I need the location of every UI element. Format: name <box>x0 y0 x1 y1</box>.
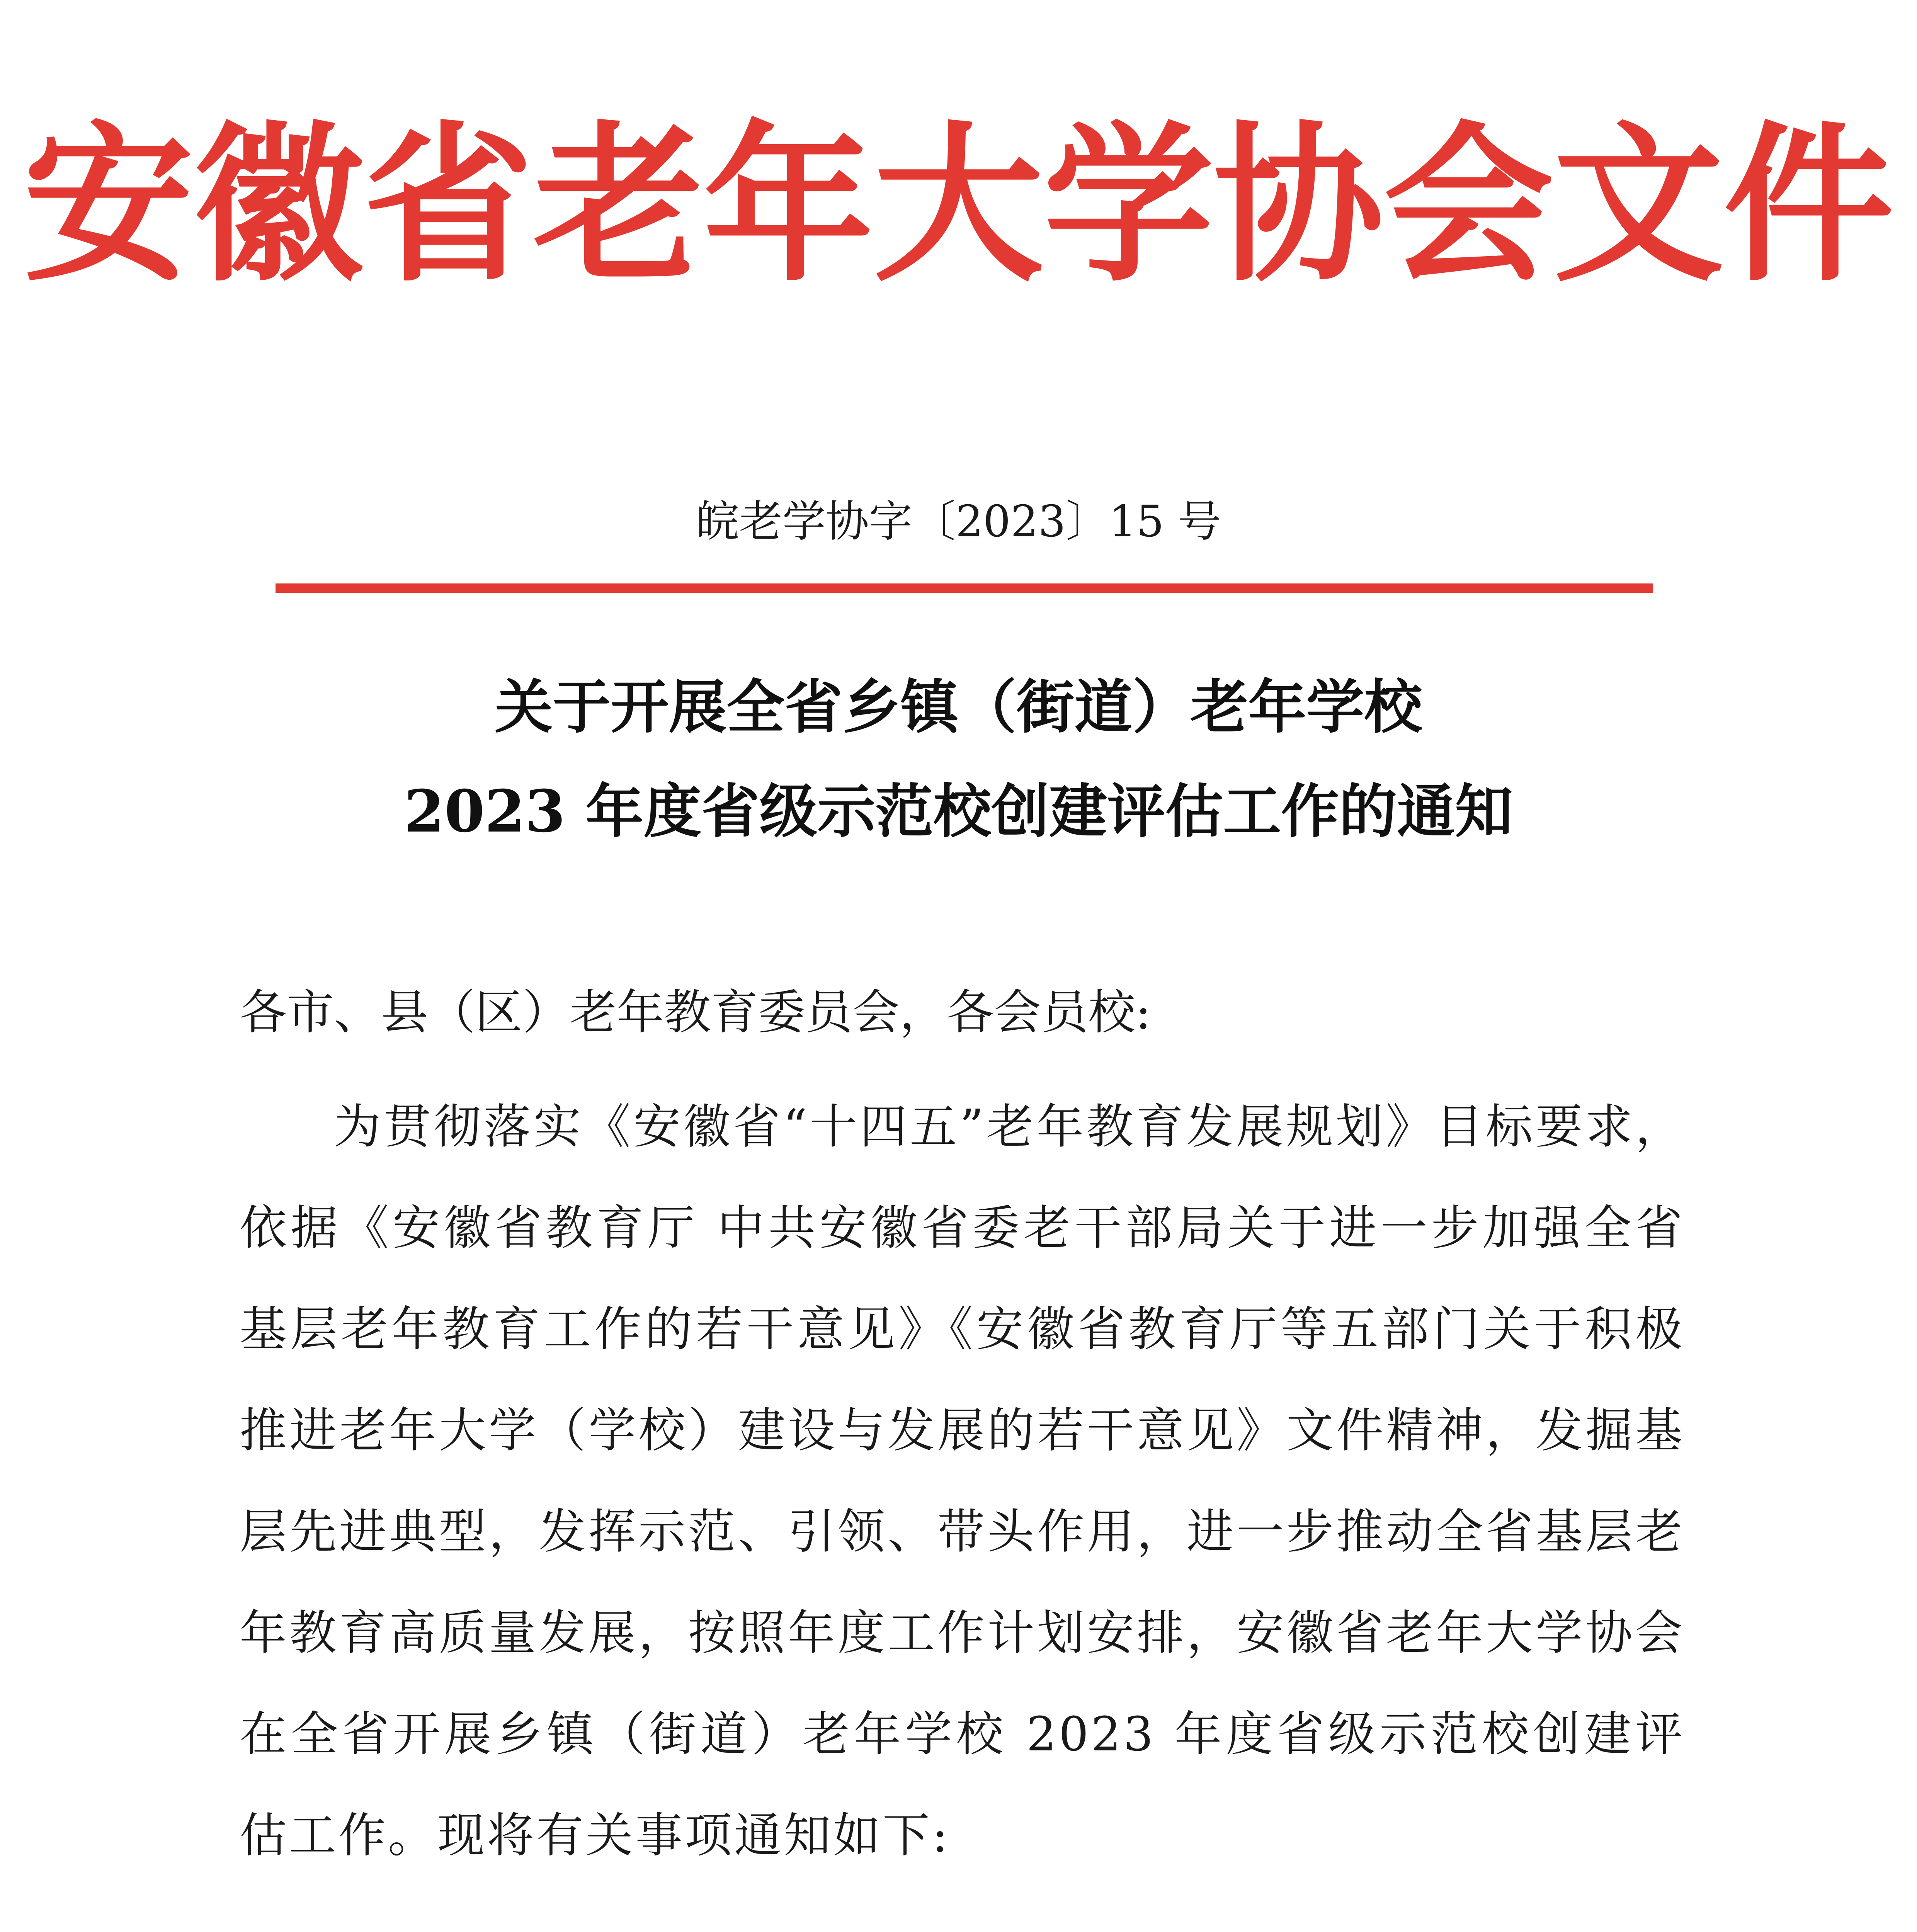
document-number: 皖老学协字〔2023〕15 号 <box>696 497 1221 547</box>
document-masthead: 安徽省老年大学协会文件 <box>23 105 1894 304</box>
red-separator-line <box>276 583 1653 593</box>
document-title-line-2: 2023 年度省级示范校创建评估工作的通知 <box>404 777 1513 845</box>
body-paragraph: 为贯彻落实《安徽省“十四五”老年教育发展规划》目标要求，依据《安徽省教育厅 中共安徽省委老干部局关于进一步加强全省基层老年教育工作的若干意见》《安徽省教育厅等五部门关于积极推进老年大学（学校）建设与发展的若干意见》文件精神，发掘基层先进典型，发挥示范、引领、带头作用，进一步推动全省基层老年教育高质量发展，按照年度工作计划安排，安徽省老年大学协会在全省开展乡镇（街道）老年学校 2023 年度省级示范校创建评估工作。现将有关事项通知如下: <box>240 1099 1685 1863</box>
document-title-line-1: 关于开展全省乡镇（街道）老年学校 <box>495 673 1422 741</box>
salutation: 各市、县（区）老年教育委员会，各会员校: <box>240 985 1152 1040</box>
